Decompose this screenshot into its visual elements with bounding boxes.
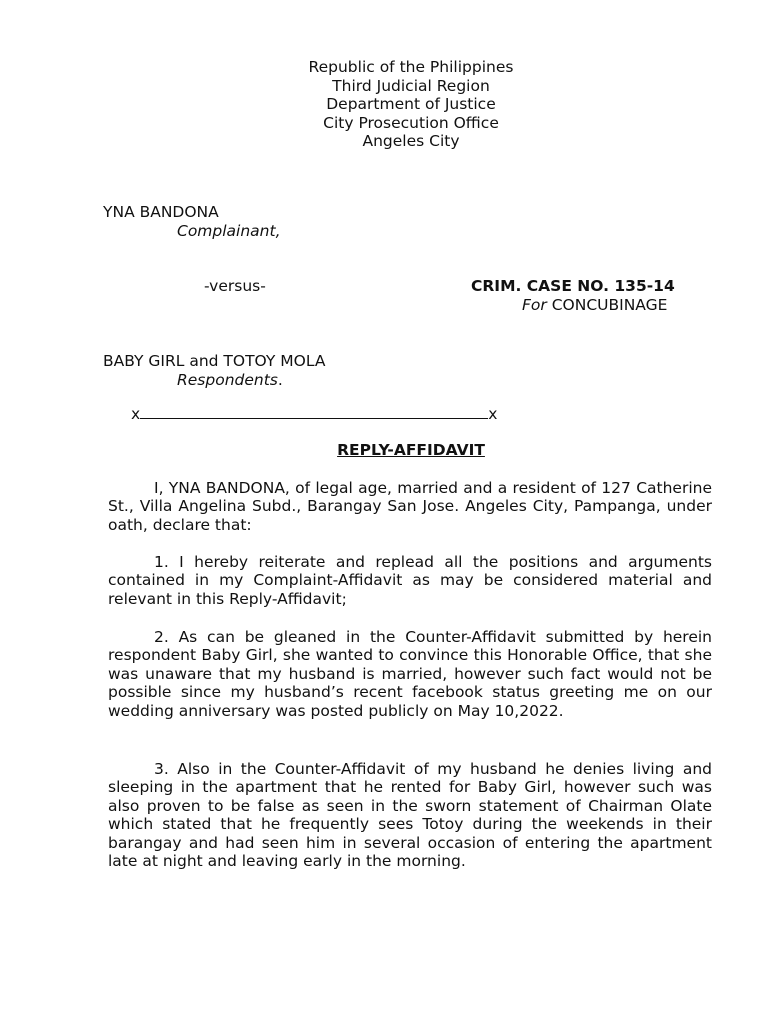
header-line-city: Angeles City [362, 132, 460, 151]
offense-line [522, 296, 667, 314]
paragraph-3: 3. Also in the Counter-Affidavit of my husband he denies living and sleeping in the apartment that he rented for Baby Girl, however such was also proven to be false as seen in the sworn statement of Chairman Olate which stated that he frequently sees Totoy during the weekends in their barangay and had seen him in several occasion of entering the apartment late at night and leaving early in the morning. [108, 760, 712, 871]
header-line-department: Department of Justice [326, 95, 496, 114]
case-number: CRIM. CASE NO. 135-14 [471, 277, 675, 295]
separator-x-left: x [131, 405, 141, 423]
header-line-region: Third Judicial Region [332, 76, 490, 95]
complainant-role: Complainant, [177, 222, 281, 240]
versus-label: -versus- [204, 277, 266, 295]
intro-paragraph: I, YNA BANDONA, of legal age, married and a resident of 127 Catherine St., Villa Angelina Subd., Barangay San Jose. Angeles City, Pampanga, under oath, declare that: [108, 479, 712, 534]
document-title: REPLY-AFFIDAVIT [337, 441, 485, 459]
respondents-name: BABY GIRL and TOTOY MOLA [103, 352, 326, 370]
respondents-role: Respondents [177, 371, 278, 389]
separator-line [140, 405, 488, 419]
header-line-office: City Prosecution Office [323, 113, 499, 132]
court-header [0, 58, 768, 151]
complainant-name: YNA BANDONA [103, 203, 219, 221]
separator-x-right: x [488, 405, 498, 423]
header-line-republic: Republic of the Philippines [308, 58, 514, 76]
for-label: For [522, 296, 547, 314]
paragraph-2: 2. As can be gleaned in the Counter-Affidavit submitted by herein respondent Baby Girl, she wanted to convince this Honorable Office, that she was unaware that my husband is married, however such fact would not be possible since my husband’s recent facebook status greeting me on our wedding anniversary was posted publicly on May 10,2022. [108, 628, 712, 720]
respondents-role-line: Respondents. [177, 371, 283, 389]
offense-name: CONCUBINAGE [551, 296, 668, 314]
paragraph-1: 1. I hereby reiterate and replead all the positions and arguments contained in my Complaint-Affidavit as may be considered material and relevant in this Reply-Affidavit; [108, 553, 712, 608]
caption-separator [131, 405, 497, 423]
